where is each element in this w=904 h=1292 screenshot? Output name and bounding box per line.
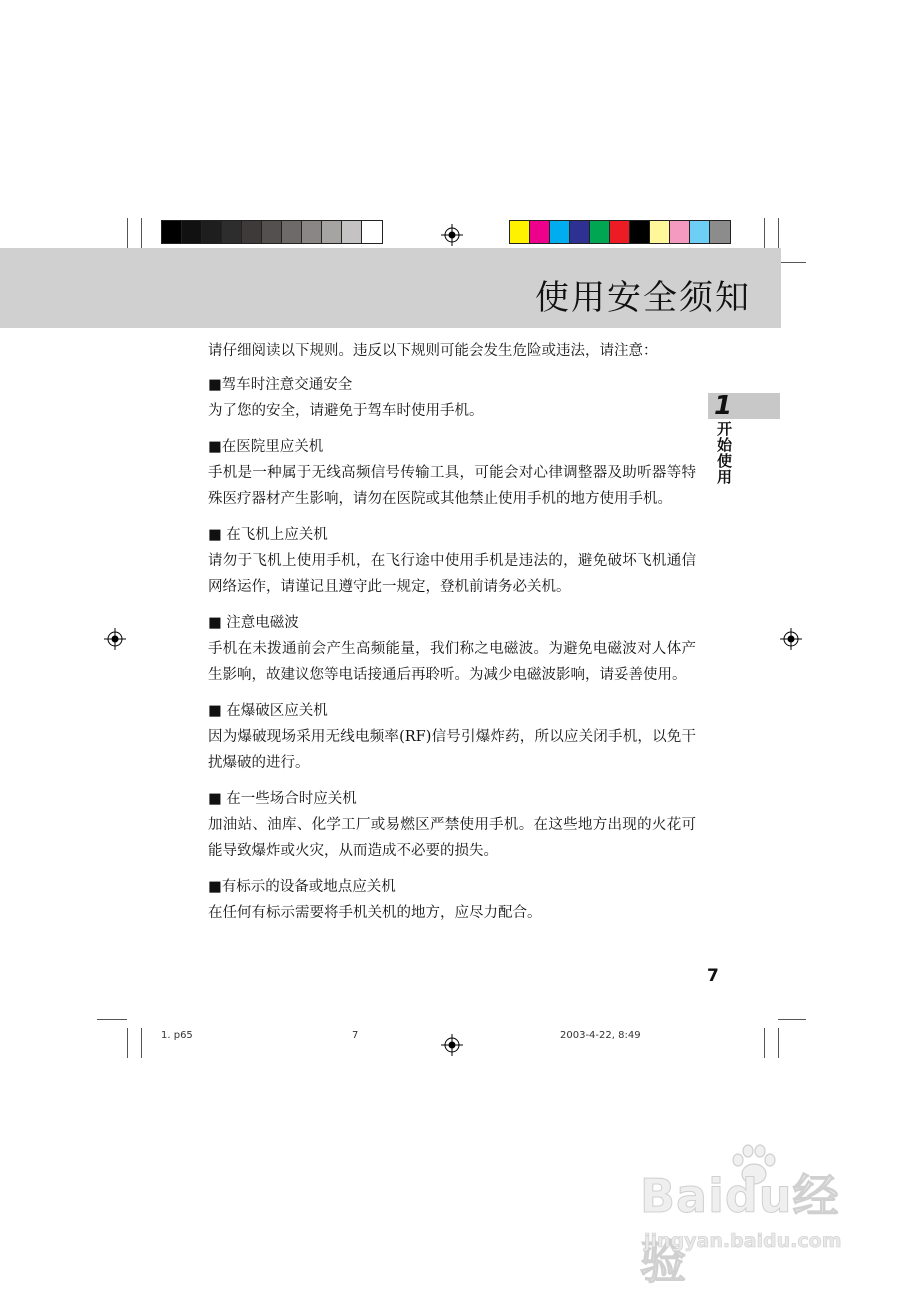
color-swatch	[630, 221, 650, 243]
section	[208, 522, 696, 600]
color-swatch	[282, 221, 302, 243]
color-swatch	[570, 221, 590, 243]
crop-mark	[778, 1028, 779, 1058]
crop-mark	[778, 262, 806, 263]
section	[208, 698, 696, 776]
watermark-url: jingyan.baidu.com	[644, 1230, 842, 1252]
intro-text: 请仔细阅读以下规则。违反以下规则可能会发生危险或违法，请注意：	[208, 343, 658, 359]
chapter-name: 开始使用	[717, 420, 733, 486]
section	[208, 610, 696, 688]
section	[208, 372, 696, 424]
section-body: 在任何有标示需要将手机关机的地方，应尽力配合。	[208, 905, 542, 921]
color-swatch	[302, 221, 322, 243]
registration-mark-right	[780, 628, 802, 650]
section-body: 手机在未拨通前会产生高频能量，我们称之电磁波。为避免电磁波对人体产生影响，故建议您等电话接通后再聆听。为减少电磁波影响，请妥善使用。	[208, 641, 696, 683]
section-heading: ■ 在飞机上应关机	[208, 527, 328, 543]
main-content	[208, 338, 696, 936]
crop-mark	[141, 218, 142, 248]
header-band	[0, 248, 781, 328]
section-heading: ■在医院里应关机	[208, 439, 324, 455]
page-number: 7	[707, 966, 719, 986]
crop-mark	[778, 1019, 806, 1020]
crop-mark	[778, 218, 779, 248]
color-swatch	[242, 221, 262, 243]
registration-mark-bottom	[441, 1034, 463, 1056]
color-swatch	[590, 221, 610, 243]
footer-datetime: 2003-4-22, 8:49	[560, 1030, 641, 1041]
color-swatch	[262, 221, 282, 243]
watermark-logo: Baidu经验	[640, 1169, 840, 1289]
section	[208, 874, 696, 926]
section-body: 手机是一种属于无线高频信号传输工具，可能会对心律调整器及助听器等特殊医疗器材产生影响，请勿在医院或其他禁止使用手机的地方使用手机。	[208, 465, 696, 507]
chapter-number: 1	[714, 391, 733, 421]
crop-mark	[141, 1028, 142, 1058]
color-swatch	[162, 221, 182, 243]
registration-mark-left	[104, 628, 126, 650]
color-swatch	[530, 221, 550, 243]
color-swatch	[670, 221, 690, 243]
section-heading: ■有标示的设备或地点应关机	[208, 879, 396, 895]
section-heading: ■ 注意电磁波	[208, 615, 299, 631]
chapter-tab	[708, 393, 780, 419]
crop-mark	[764, 1028, 765, 1058]
section-body: 请勿于飞机上使用手机，在飞行途中使用手机是违法的，避免破坏飞机通信网络运作，请谨记且遵守此一规定，登机前请务必关机。	[208, 553, 696, 595]
crop-mark	[127, 1028, 128, 1058]
section-body: 为了您的安全，请避免于驾车时使用手机。	[208, 403, 484, 419]
color-swatch	[322, 221, 342, 243]
color-bar	[509, 220, 731, 244]
crop-mark	[127, 218, 128, 248]
color-swatch	[510, 221, 530, 243]
baidu-watermark	[632, 1150, 882, 1289]
section	[208, 786, 696, 864]
color-swatch	[342, 221, 362, 243]
color-swatch	[182, 221, 202, 243]
color-swatch	[222, 221, 242, 243]
page-title: 使用安全须知	[535, 278, 751, 318]
footer-file: 1. p65	[161, 1030, 193, 1041]
section-heading: ■ 在爆破区应关机	[208, 703, 328, 719]
section-body: 因为爆破现场采用无线电频率(RF)信号引爆炸药，所以应关闭手机，以免干扰爆破的进行。	[208, 729, 696, 771]
color-swatch	[710, 221, 730, 243]
grayscale-bar	[161, 220, 383, 244]
registration-mark-top	[441, 224, 463, 246]
color-swatch	[202, 221, 222, 243]
crop-mark	[97, 1019, 127, 1020]
color-swatch	[650, 221, 670, 243]
color-swatch	[610, 221, 630, 243]
section-heading: ■驾车时注意交通安全	[208, 377, 353, 393]
section-body: 加油站、油库、化学工厂或易燃区严禁使用手机。在这些地方出现的火花可能导致爆炸或火灾，从而造成不必要的损失。	[208, 817, 696, 859]
section-heading: ■ 在一些场合时应关机	[208, 791, 357, 807]
section	[208, 434, 696, 512]
footer-page: 7	[352, 1030, 359, 1041]
color-swatch	[550, 221, 570, 243]
color-swatch	[362, 221, 382, 243]
color-swatch	[690, 221, 710, 243]
crop-mark	[764, 218, 765, 248]
